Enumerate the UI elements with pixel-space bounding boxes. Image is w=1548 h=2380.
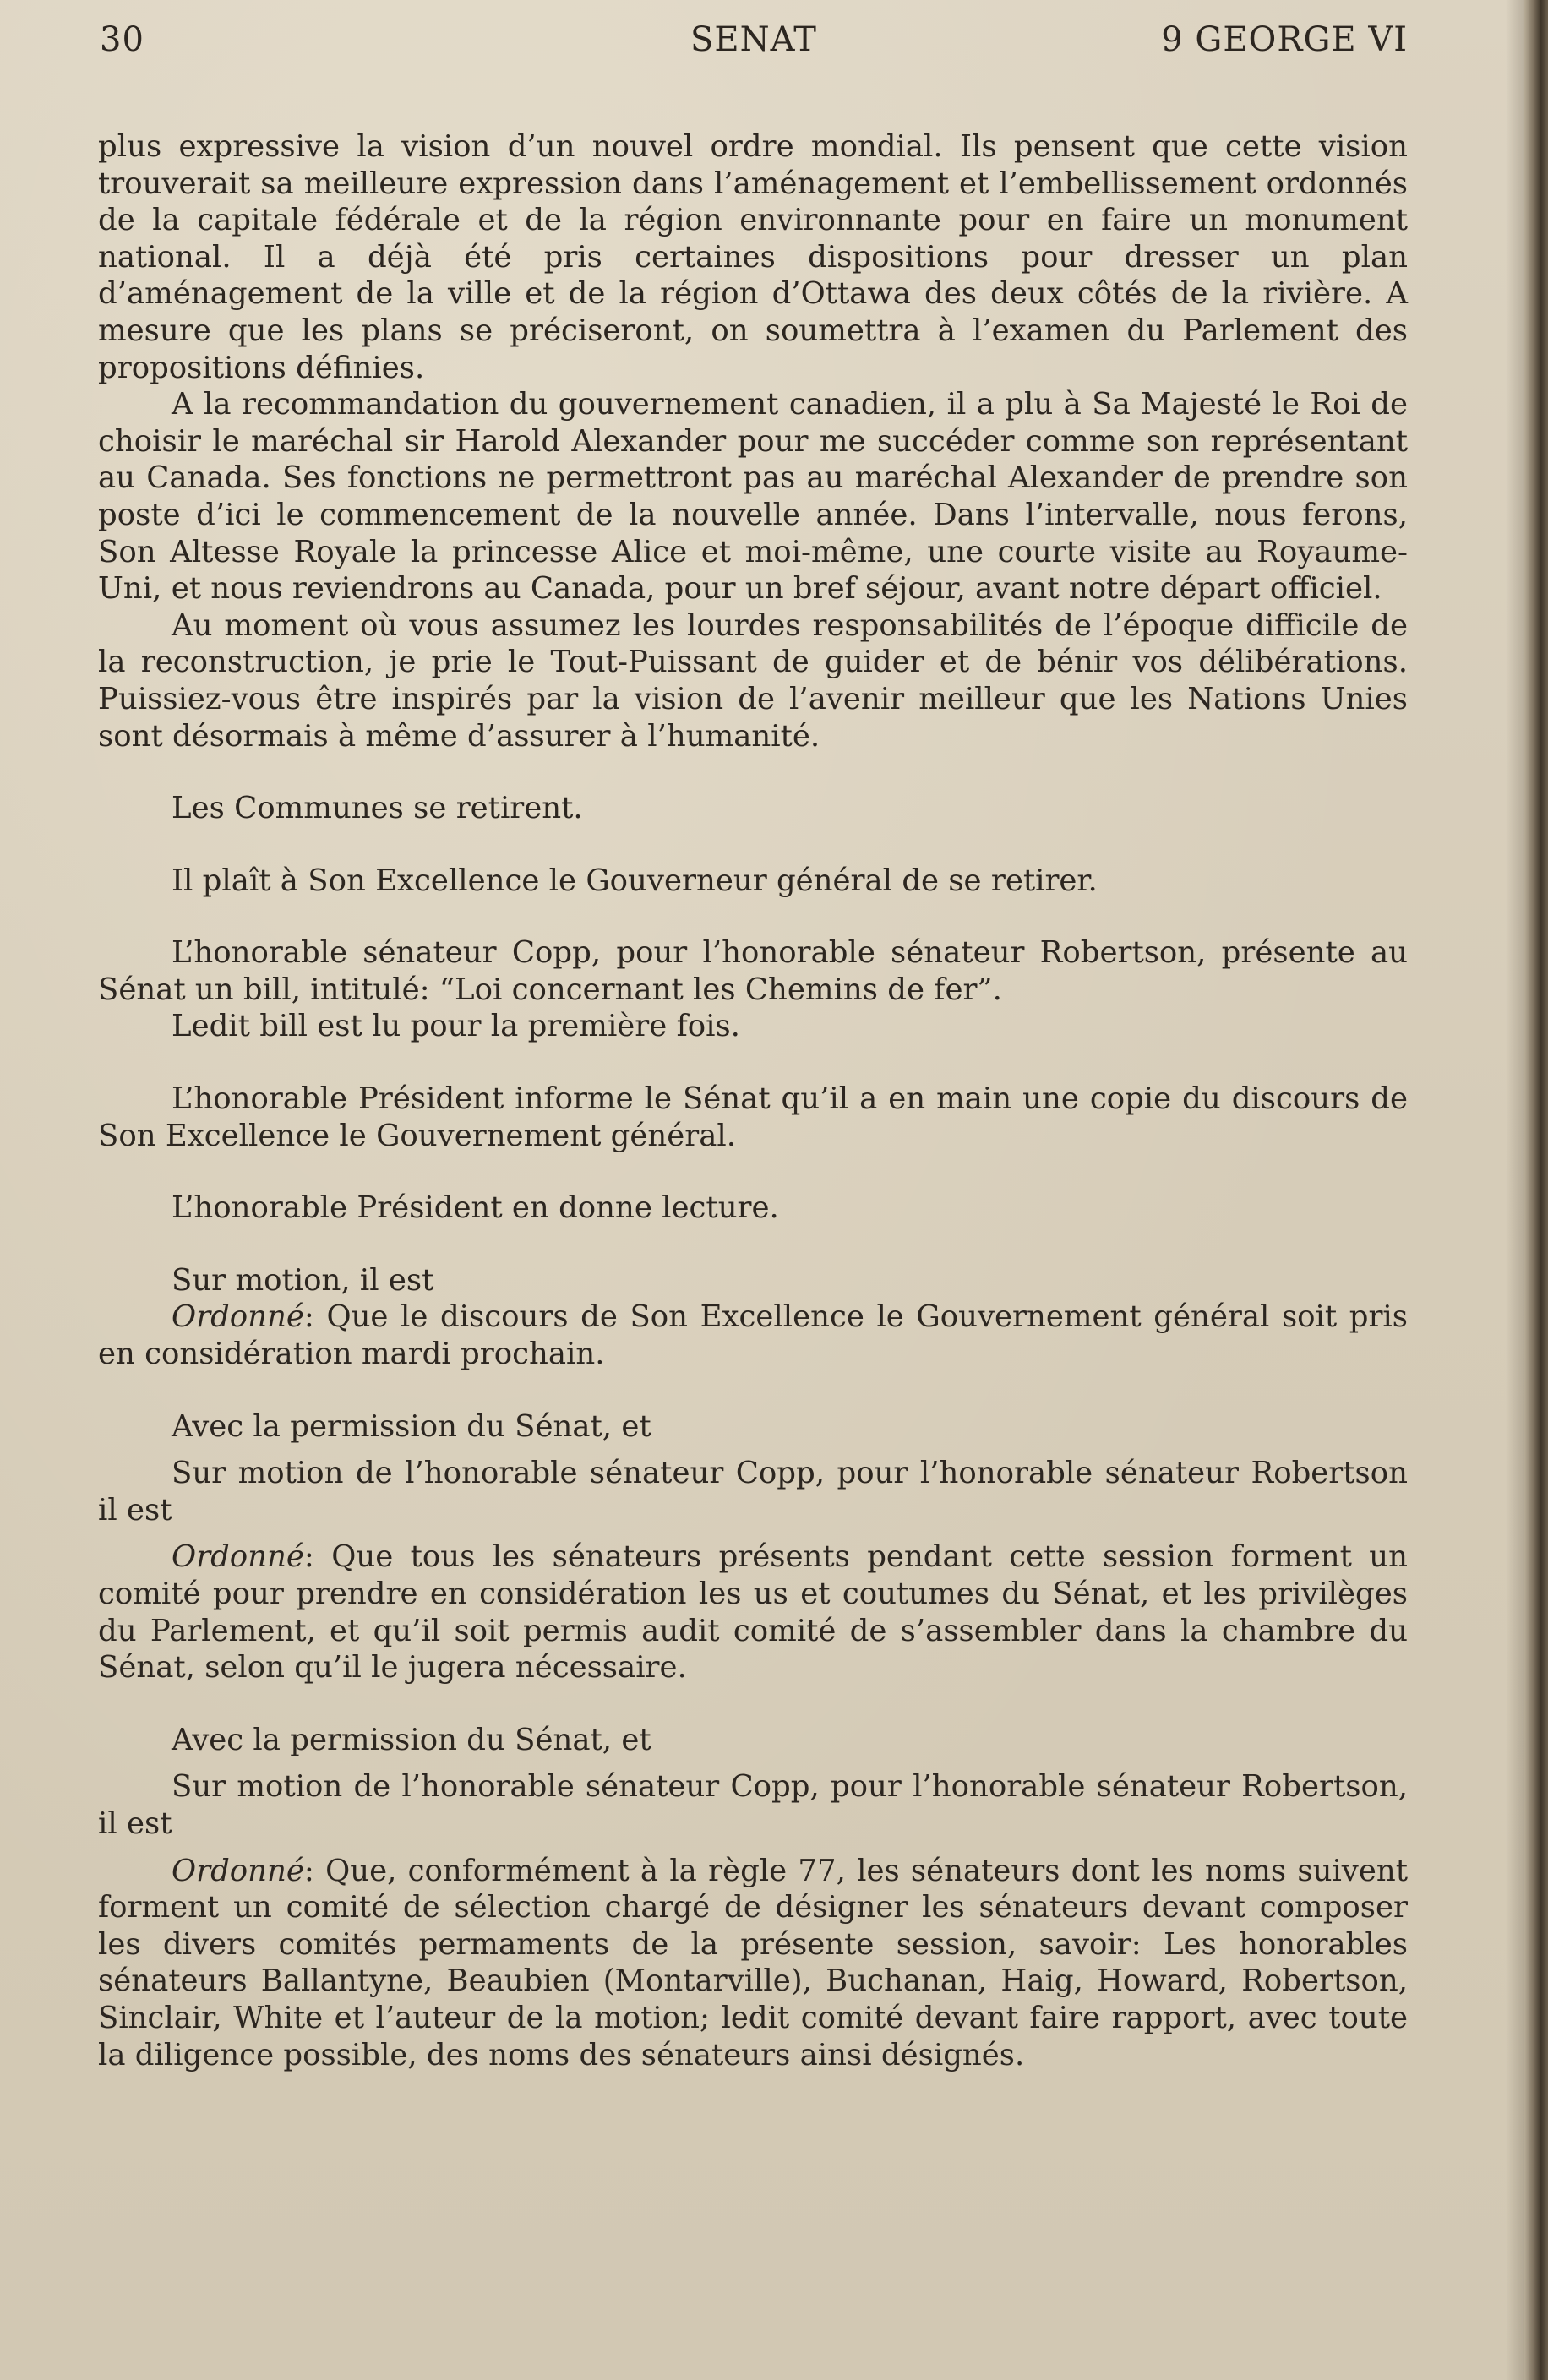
page-header [100, 20, 1408, 71]
page-body [98, 128, 1408, 2073]
paragraph-motion-copp-2: Sur motion de l’honorable sénateur Copp, pour l’honorable sénateur Robertson, il est [98, 1769, 1408, 1841]
session-label: 9 GEORGE VI [1161, 20, 1408, 59]
paragraph-commons-withdraw: Les Communes se retirent. [172, 791, 583, 826]
paragraph-vision: plus expressive la vision d’un nouvel ordre mondial. Ils pensent que cette vision trouverait sa meilleure expression dans l’aménagement et l’embellissement ordonnés de la capitale fédérale et de la région environnante pour en faire un monument national. Il a déjà été pris certaines dispositions pour dresser un plan d’aménagement de la ville et de la région d’Ottawa des deux côtés de la rivière. A mesure que les plans se préciseront, on soumettra à l’examen du Parlement des propositions définies. [98, 129, 1408, 385]
order-label: Ordonné [172, 1299, 304, 1335]
paragraph-governor-withdraw: Il plaît à Son Excellence le Gouverneur général de se retirer. [172, 863, 1098, 898]
book-spine [1524, 0, 1548, 2380]
paragraph-permission-2: Avec la permission du Sénat, et [172, 1722, 651, 1757]
order-label: Ordonné [172, 1539, 304, 1575]
order-text: : Que le discours de Son Excellence le Gouvernement général soit pris en considération mardi prochain. [98, 1299, 1408, 1372]
binding-shadow [1506, 0, 1524, 2380]
paragraph-reconstruction: Au moment où vous assumez les lourdes responsabilités de l’époque difficile de la reconstruction, je prie le Tout-Puissant de guider et de bénir vos délibérations. Puissiez-vous être inspirés par la vision de l’avenir meilleur que les Nations Unies sont désormais à même d’assurer à l’humanité. [98, 607, 1408, 754]
paragraph-motion-copp-1: Sur motion de l’honorable sénateur Copp, pour l’honorable sénateur Robertson il est [98, 1456, 1408, 1528]
paragraph-permission-1: Avec la permission du Sénat, et [172, 1408, 651, 1444]
order-text: : Que tous les sénateurs présents pendant cette session forment un comité pour prendre en considération les us et coutumes du Sénat, et les privilèges du Parlement, et qu’il soit permis audit comité de s’assembler dans la chambre du Sénat, selon qu’il le jugera nécessaire. [98, 1539, 1408, 1686]
paragraph-order-selection [98, 1853, 1408, 2074]
paragraph-speech-copy: L’honorable Président informe le Sénat qu’il a en main une copie du discours de Son Excellence le Gouvernement général. [98, 1081, 1408, 1153]
paragraph-speech-read: L’honorable Président en donne lecture. [172, 1190, 779, 1226]
paragraph-order-speech [98, 1299, 1408, 1372]
order-label: Ordonné [172, 1853, 304, 1888]
paragraph-motion: Sur motion, il est [172, 1262, 434, 1298]
paragraph-succession: A la recommandation du gouvernement canadien, il a plu à Sa Majesté le Roi de choisir le maréchal sir Harold Alexander pour me succéder comme son représentant au Canada. Ses fonctions ne permettront pas au maréchal Alexander de prendre son poste d’ici le commencement de la nouvelle année. Dans l’intervalle, nous ferons, Son Altesse Royale la princesse Alice et moi-même, une courte visite au Royaume-Uni, et nous reviendrons au Canada, pour un bref séjour, avant notre départ officiel. [98, 387, 1408, 607]
page-number: 30 [100, 20, 144, 59]
paragraph-first-reading: Ledit bill est lu pour la première fois. [172, 1009, 740, 1044]
order-text: : Que, conformément à la règle 77, les sénateurs dont les noms suivent forment un comité de sélection chargé de désigner les sénateurs devant composer les divers comités permaments de la présente session, savoir: Les honorables sénateurs Ballantyne, Beaubien (Montarville), Buchanan, Haig, Howard, Robertson, Sinclair, White et l’auteur de la motion; ledit comité devant faire rapport, avec toute la diligence possible, des noms des sénateurs ainsi désignés. [98, 1853, 1408, 2072]
paragraph-bill-introduced: L’honorable sénateur Copp, pour l’honorable sénateur Robertson, présente au Sénat un bill, intitulé: “Loi concernant les Chemins de fer”. [98, 935, 1408, 1007]
running-title: SENAT [690, 20, 817, 59]
paragraph-order-committee [98, 1539, 1408, 1686]
